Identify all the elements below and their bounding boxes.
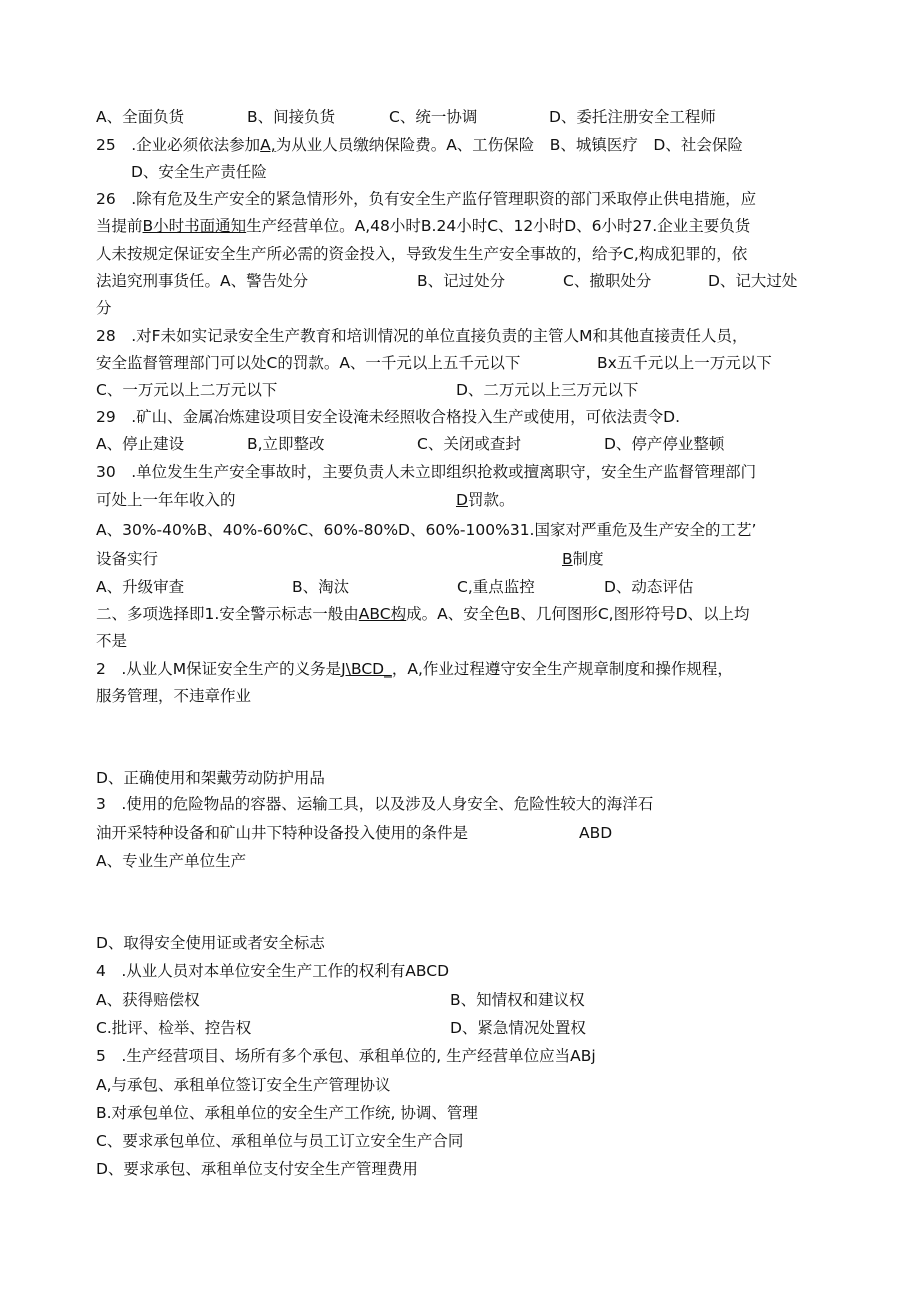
option-a: A、全面负货	[96, 108, 185, 126]
q29-line: 29 .矿山、金属冶炼建设项目安全设淹未经照收合格投入生产或使用，可依法责令D.	[96, 408, 681, 426]
option-d: D、委托注册安全工程师	[549, 108, 716, 126]
q25-rest: 为从业人员缴纳保险费。A、工伤保险 B、城镇医疗 D、社会保险	[275, 136, 743, 154]
mq4-options-ab: A、获得赔偿权 B、知情权和建议权	[96, 991, 585, 1009]
q25-text: 25 .企业必须依法参加	[96, 136, 261, 154]
q25-answer: A,	[260, 136, 276, 154]
mq3-line-2: 油开采特种设备和矿山井下特种设备投入使用的条件是 ABD	[0, 820, 920, 846]
q30-options-q31: A、30%-40%B、40%-60%C、60%-80%D、60%-100%31.国家对严重危及生产安全的工艺’	[96, 521, 757, 539]
mq4-line: 4 .从业人员对本单位安全生产工作的权利有ABCD	[96, 962, 450, 980]
mq4-options-cd: C.批评、检举、控告权 D、紧急情况处置权	[96, 1019, 586, 1037]
mq1-wrap: 不是	[96, 632, 128, 650]
mq3-line-1: 3 .使用的危险物品的容器、运输工具，以及涉及人身安全、危险性较大的海洋石	[96, 795, 654, 813]
q25-line	[0, 132, 920, 158]
mq3-option-d: D、取得安全使用证或者安全标志	[96, 934, 325, 952]
mq3-answer: ABD	[579, 824, 613, 842]
mq3-option-a: A、专业生产单位生产	[96, 852, 247, 870]
q26-answer: B小时书面通知	[142, 217, 247, 235]
q27-options: 法追究刑事货任。A、警告处分 B、记过处分 C、撤职处分 D、记大过处	[96, 272, 798, 290]
q29-options: A、停止建设 B,立即整改 C、关闭或查封 D、停产停业整顿	[96, 435, 725, 453]
mq2-line-2: 服务管理，不违章作业	[96, 687, 252, 705]
q24-options	[0, 104, 920, 130]
mq1-answer: ABC构	[358, 605, 407, 623]
q25-option-d: D、安全生产责任险	[131, 163, 267, 181]
section2-q1: 二、多项选择即1.安全警示标志一般由ABC构成。A、安全色B、几何图形C,图形符号D、以上均	[96, 605, 750, 623]
option-b: B、间接负货	[247, 108, 336, 126]
mq5-option-b: B.对承包单位、承租单位的安全生产工作统, 协调、管理	[96, 1104, 478, 1122]
q31-line-2: 设备实行 B制度	[96, 550, 604, 568]
q30-answer: D	[456, 491, 468, 509]
q27-line-1: 人未按规定保证安全生产所必需的资金投入，导致发生生产安全事故的，给予C,构成犯罪的，依	[96, 245, 748, 263]
mq2-option-d: D、正确使用和架戴劳动防护用品	[96, 769, 325, 787]
q26-line-1: 26 .除有危及生产安全的紧急情形外，负有安全生产监仔管理职资的部门釆取停止供电措施，应	[96, 190, 757, 208]
q31-answer: B	[562, 550, 573, 568]
q26-line-2: 当提前B小时书面通知生产经营单位。A,48小时B.24小时C、12小时D、6小时27.企业主要负货	[96, 217, 751, 235]
mq2-answer: J\BCD_	[341, 660, 392, 678]
q27-wrap: 分	[96, 299, 112, 317]
q31-options: A、升级审查 B、淘汰 C,重点监控 D、动态评估	[96, 578, 694, 596]
mq5-option-c: C、要求承包单位、承租单位与员工订立安全生产合同	[96, 1132, 464, 1150]
option-c: C、统一协调	[389, 108, 478, 126]
mq5-option-d: D、要求承包、承租单位支付安全生产管理费用	[96, 1160, 418, 1178]
mq5-line: 5 .生产经营项目、场所有多个承包、承租单位的, 生产经营单位应当ABj	[96, 1047, 596, 1065]
mq5-option-a: A,与承包、承租单位签订安全生产管理协议	[96, 1076, 391, 1094]
q28-line-2: 安全监督管理部门可以处C的罚款。A、一千元以上五千元以下 Bx五千元以上一万元以下	[96, 354, 772, 372]
q30-line-1: 30 .单位发生生产安全事故时，主要负责人未立即组织抢救或擅离职守，安全生产监督管理部门	[96, 463, 757, 481]
mq2-line-1: 2 .从业人M保证安全生产的义务是J\BCD_，A,作业过程遵守安全生产规章制度和操作规程，	[96, 660, 733, 678]
q30-line-2: 可处上一年年收入的 D罚款。	[96, 491, 515, 509]
q28-line-1: 28 .对F未如实记录安全生产教育和培训情况的单位直接负责的主管人M和其他直接责任人员，	[96, 327, 748, 345]
q28-options: C、一万元以上二万元以下 D、二万元以上三万元以下	[96, 381, 639, 399]
